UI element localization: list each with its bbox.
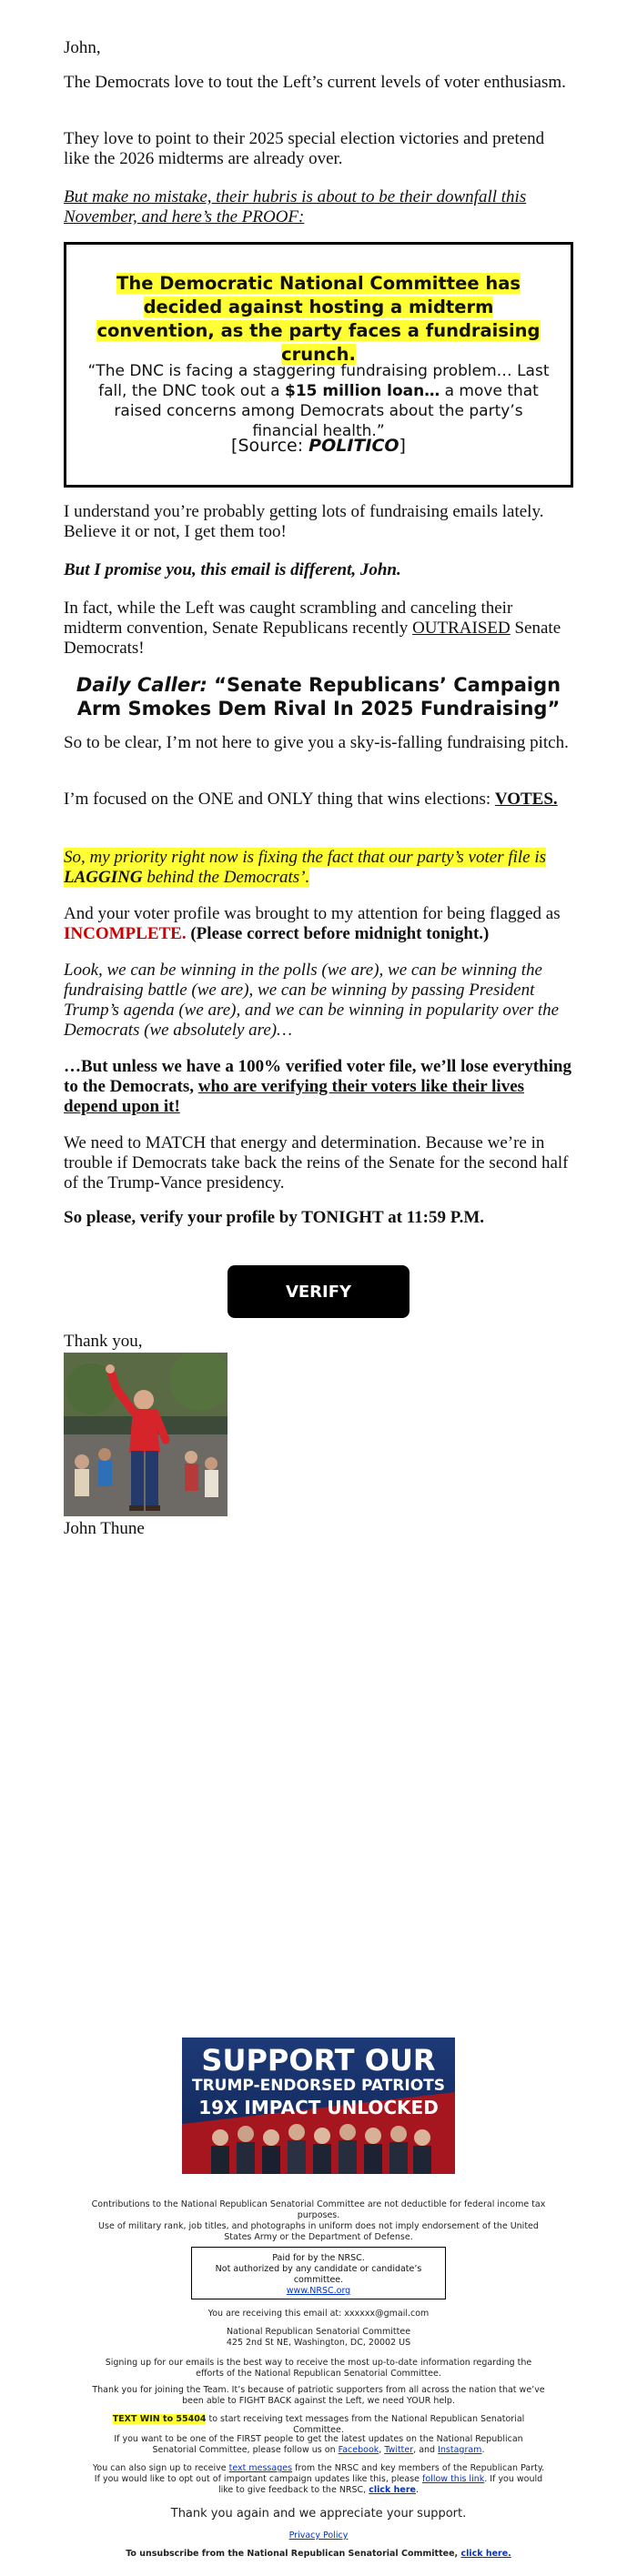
optout-b: from the NRSC and key members of the Republican Party. If you would like to opt out of important campaign updates like this, please <box>94 2463 545 2484</box>
text-win-rest: to start receiving text messages from the National Republican Senatorial Committee. <box>206 2414 525 2435</box>
p10-part-b: (Please correct before midnight tonight.) <box>186 924 490 943</box>
photo-illustration <box>64 1353 228 1516</box>
quote-bold: $15 million loan… <box>284 382 440 400</box>
text-win-highlight: TEXT WIN to 55404 <box>112 2414 207 2424</box>
p8-votes: VOTES. <box>494 790 558 809</box>
daily-caller-headline <box>64 673 573 720</box>
signoff: Thank you, <box>64 1332 143 1351</box>
footer-org-address: 425 2nd St NE, Washington, DC, 20002 US <box>226 2338 411 2348</box>
john-thune-photo <box>64 1353 228 1516</box>
unsubscribe-link[interactable]: click here. <box>460 2549 511 2559</box>
paid-for-box <box>191 2247 446 2299</box>
p12-part-a: …But unless we have a 100% verified voter file, we’ll lose everything to the Democrats, <box>64 1057 571 1096</box>
footer-text-win <box>91 2414 546 2436</box>
footer-signup-note: Signing up for our emails is the best way to receive the most up-to-date information regarding the efforts of the National Republican Senatorial Committee. <box>105 2358 532 2379</box>
source-prefix: [Source: <box>231 436 309 456</box>
p9-part-a: So, my priority right now is fixing the fact that our party’s voter file is <box>64 848 547 867</box>
footer-org-name: National Republican Senatorial Committee <box>226 2327 411 2337</box>
follow-link[interactable]: follow this link <box>422 2474 485 2484</box>
footer-military-note: Use of military rank, job titles, and photographs in uniform does not imply endorsement of the United States Army or the Department of Defense. <box>98 2221 539 2242</box>
footer-receiving: You are receiving this email at: xxxxxx@gmail.com <box>207 2309 430 2319</box>
optout-a: You can also sign up to receive <box>92 2463 229 2473</box>
quote-part-a: “The DNC is facing a staggering fundraising problem… Last fall, the DNC took out a <box>87 362 550 400</box>
optout-c: . If you would like to give feedback to the NRSC, <box>217 2474 543 2495</box>
source-suffix: ] <box>399 436 406 456</box>
footer-privacy <box>91 2531 546 2541</box>
banner-line-1: SUPPORT OUR <box>201 2043 436 2078</box>
daily-caller-label: Daily Caller: <box>76 674 207 696</box>
facebook-link[interactable]: Facebook <box>338 2445 379 2455</box>
p9-lagging: LAGGING <box>64 868 143 887</box>
unsub-text: To unsubscribe from the National Republican Senatorial Committee, <box>126 2549 461 2559</box>
footer-optout: You can also sign up to receive text messages from the NRSC and key members of the Republican Party. If you would like to opt out of important campaign updates like this, please follow this link. If you would like to give feedback to the NRSC, click here. <box>92 2463 545 2495</box>
paragraph-14: So please, verify your profile by TONIGHT at 11:59 P.M. <box>64 1208 485 1227</box>
banner-line-3: 19X IMPACT UNLOCKED <box>198 2097 439 2118</box>
footer-unsubscribe <box>91 2549 546 2560</box>
box-quote <box>83 361 554 441</box>
signature: John Thune <box>64 1519 145 1538</box>
paragraph-13: We need to MATCH that energy and determination. Because we’re in trouble if Democrats take back the reins of the Senate for the second half of the Trump-Vance presidency. <box>64 1133 569 1192</box>
paragraph-11: Look, we can be winning in the polls (we are), we can be winning the fundraising battle (we are), we can be winning by passing President Trump’s agenda (we are), and we can be winning in popularity over the Democrats (we absolutely are)… <box>64 961 560 1040</box>
paid-line-2: Not authorized by any candidate or candidate’s committee. <box>215 2264 422 2285</box>
paragraph-1: The Democrats love to tout the Left’s current levels of voter enthusiasm. <box>64 73 566 92</box>
verify-button[interactable]: VERIFY <box>228 1265 410 1318</box>
box-headline-text: The Democratic National Committee has decided against hosting a midterm convention, as the party faces a fundraising crunch. <box>96 273 541 365</box>
social-intro: If you want to be one of the FIRST people to get the latest updates on the National Republican Senatorial Committee, please follow us on <box>114 2434 523 2455</box>
p6-part-a: In fact, while the Left was caught scrambling and canceling their midterm convention, Senate Republicans recently <box>64 599 513 638</box>
paragraph-9 <box>64 848 573 888</box>
feedback-click-here[interactable]: click here <box>369 2485 416 2495</box>
paragraph-6 <box>64 599 573 659</box>
p6-part-b: Senate Democrats! <box>64 619 561 658</box>
paid-line-1: Paid for by the NRSC. <box>272 2253 365 2263</box>
p8-part-a: I’m focused on the ONE and ONLY thing that wins elections: <box>64 790 495 809</box>
p6-outraised: OUTRAISED <box>412 619 511 638</box>
quote-part-b: a move that raised concerns among Democrats about the party’s financial health.” <box>114 382 539 440</box>
paragraph-5: But I promise you, this email is different, John. <box>64 560 401 579</box>
box-source <box>66 436 571 456</box>
privacy-policy-link[interactable]: Privacy Policy <box>288 2531 349 2541</box>
source-name: POLITICO <box>308 436 399 456</box>
nrsc-link[interactable]: www.NRSC.org <box>286 2286 351 2296</box>
paragraph-10 <box>64 904 573 944</box>
paragraph-2: They love to point to their 2025 special election victories and pretend like the 2026 midterms are already over. <box>64 129 545 168</box>
footer-tax-note: Contributions to the National Republican Senatorial Committee are not deductible for federal income tax purposes. <box>91 2199 546 2220</box>
politico-quote-box <box>64 242 573 488</box>
banner-graphic <box>182 2038 455 2174</box>
p10-part-a: And your voter profile was brought to my attention for being flagged as <box>64 904 561 923</box>
paragraph-7: So to be clear, I’m not here to give you a sky-is-falling fundraising pitch. <box>64 733 569 752</box>
daily-caller-text: “Senate Republicans’ Campaign Arm Smokes Dem Rival In 2025 Fundraising” <box>76 674 561 719</box>
paragraph-4: I understand you’re probably getting lots of fundraising emails lately. Believe it or not, I get them too! <box>64 502 544 541</box>
text-messages-link[interactable]: text messages <box>228 2463 293 2473</box>
paragraph-3: But make no mistake, their hubris is about to be their downfall this November, and here’s the PROOF: <box>64 187 527 226</box>
paragraph-8 <box>64 790 573 810</box>
footer-social: If you want to be one of the FIRST people to get the latest updates on the National Republican Senatorial Committee, please follow us on Facebook, Twitter, and Instagram. <box>114 2434 523 2455</box>
p12-underline: who are verifying their voters like their lives depend upon it! <box>64 1077 525 1116</box>
p9-part-b: behind the Democrats’. <box>142 868 310 887</box>
footer-thanks: Thank you again and we appreciate your support. <box>170 2507 467 2521</box>
footer-thanks-team: Thank you for joining the Team. It’s because of patriotic supporters from all across the nation that we’ve been able to FIGHT BACK against the Left, we need YOUR help. <box>92 2385 545 2406</box>
p10-incomplete: INCOMPLETE. <box>64 924 187 943</box>
twitter-link[interactable]: Twitter <box>384 2445 414 2455</box>
banner-people-illustration <box>211 2124 431 2174</box>
instagram-link[interactable]: Instagram <box>438 2445 482 2455</box>
box-headline <box>85 272 552 367</box>
banner-line-2: TRUMP-ENDORSED PATRIOTS <box>191 2077 446 2095</box>
support-banner[interactable] <box>182 2038 455 2174</box>
paragraph-12 <box>64 1057 573 1117</box>
greeting: John, <box>64 38 101 57</box>
